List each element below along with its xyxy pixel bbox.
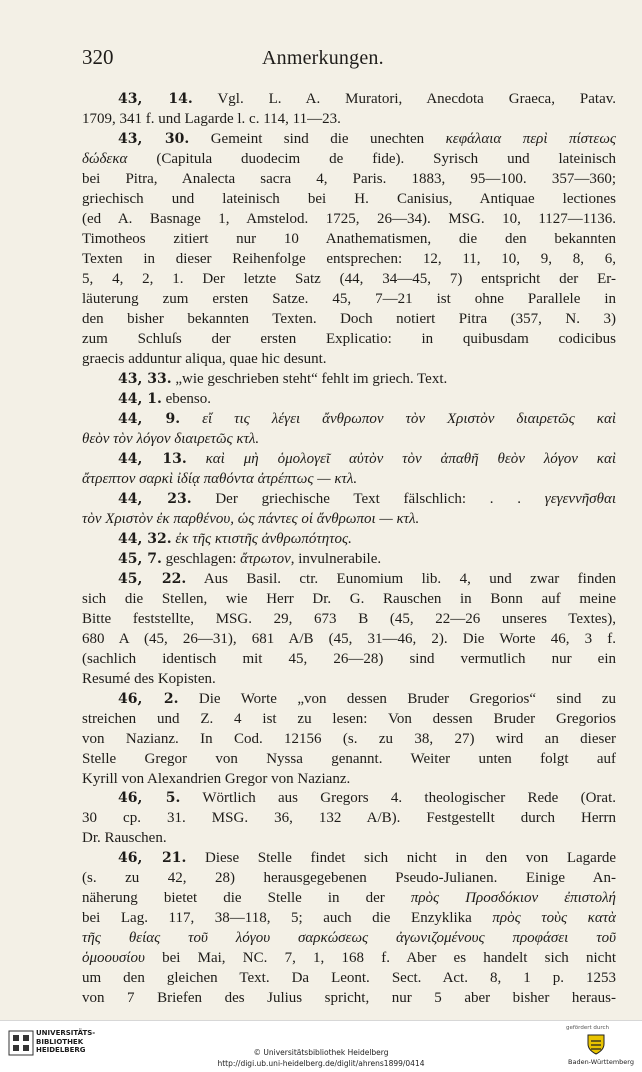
greek-text: καὶ μὴ ὁμολογεῖ αὐτὸν τὸν ἀπαθῆ θεὸν λόγον καὶ [205,450,616,467]
latin-text: Diese Stelle findet sich nicht in den von Lagarde [186,850,616,867]
latin-text: (s. zu 42, 28) herausgegebenen Pseudo-Julianen. Einige An- [82,870,616,887]
text-line [82,909,616,929]
latin-text: läuterung zum ersten Satze. 45, 7—21 ist ohne Parallele in [82,290,616,307]
latin-text [180,411,202,427]
text-line [82,829,616,849]
latin-text: ebenso. [161,390,212,407]
latin-text: (Capitula duodecim de fide). Syrisch und lateinisch [127,150,616,167]
latin-text: Aus Basil. ctr. Eunomium lib. 4, und zwar finden [186,570,616,587]
greek-text: τῆς θείας τοῦ λόγου σαρκώσεως ἀγωνιζομένους προφάσει τοῦ [82,930,616,947]
text-line [82,210,616,230]
text-line [82,570,616,590]
text-line [82,470,616,490]
text-line [82,250,616,270]
latin-text [187,451,206,467]
line-reference: 46, 21. [118,850,187,867]
latin-text: Texten in dieser Reihenfolge entsprechen: 12, 11, 10, 9, 8, 6, [82,250,616,267]
text-line [82,969,616,989]
page-number: 320 [82,45,114,69]
latin-text: Stelle Gregor von Nyssa genannt. Weiter unten folgt auf [82,750,616,767]
latin-text: um den gleichen Text. Da Leont. Sect. Act. 8, 1 p. 1253 [82,970,616,987]
text-line [82,490,616,510]
latin-text: (ed A. Basnage 1, Amstelod. 1725, 26—34). MSG. 10, 1127—1136. [82,210,616,227]
latin-text: 680 A (45, 26—31), 681 A/B (45, 31—46, 2). Die Worte 46, 3 f. [82,630,616,647]
latin-text: sich die Stellen, wie Herr Dr. G. Rauschen in Bonn auf meine [82,590,616,607]
line-reference: 44, 23. [118,490,192,507]
text-line [82,869,616,889]
latin-text: streichen und Z. 4 ist zu lesen: Von dessen Bruder Gregorios [82,710,616,727]
text-line [82,929,616,949]
running-head: Anmerkungen. [262,47,384,69]
latin-text: zum Schluſs der ersten Explicatio: in quibusdam codicibus [82,330,616,347]
greek-text: κεφάλαια περὶ πίστεως [445,130,616,147]
line-reference: 43, 14. [118,91,193,107]
latin-text: Vgl. L. A. Muratori, Anecdota Graeca, Patav. [192,91,616,107]
greek-text: δώδεκα [82,150,128,167]
text-line [82,989,616,1009]
text-line [82,889,616,909]
line-reference: 43, 33. [118,370,172,387]
greek-text: ἄτρεπτον σαρκὶ ἰδίᾳ παθόντα ἀτρέπτως — κτλ. [82,470,358,487]
line-reference: 44, 32. [118,530,172,547]
line-reference: 44, 1. [118,390,162,407]
text-line [82,110,616,130]
text-line [82,610,616,630]
text-line [82,590,616,610]
text-line [82,809,616,829]
latin-text: „wie geschrieben steht“ fehlt im griech. Text. [171,370,448,387]
greek-text: ἐκ τῆς κτιστῆς ἀνθρωπότητος. [175,530,352,547]
greek-text: εἴ τις λέγει ἄνθρωπον τὸν Χριστὸν διαιρετῶς καὶ [202,410,616,427]
funded-by-label: gefördert durch [566,1025,610,1031]
text-line [82,530,616,550]
text-line [82,849,616,869]
permalink[interactable]: http://digi.ub.uni-heidelberg.de/diglit/ahrens1899/0414 [217,1059,425,1068]
line-reference: 44, 13. [118,450,187,467]
text-line [82,650,616,670]
latin-text: Kyrill von Alexandrien Gregor von Nazianz. [82,770,351,787]
latin-text: Dr. Rauschen. [82,830,167,847]
line-reference: 46, 5. [118,790,181,807]
latin-text: graecis adduntur aliqua, quae hic desunt. [82,350,327,367]
copyright-notice: © Universitätsbibliothek Heidelberg [253,1048,389,1057]
line-reference: 43, 30. [118,130,190,147]
digitization-footer [0,1020,642,1072]
text-line [82,270,616,290]
text-line [82,450,616,470]
latin-text: bei Pitra, Analecta sacra 4, Paris. 1883, 95—100. 357—360; [82,170,616,187]
latin-text: von Nazianz. In Cod. 12156 (s. zu 38, 27) wird an dieser [82,730,616,747]
greek-text: θεὸν τὸν λόγον διαιρετῶς κτλ. [82,430,260,447]
text-line [82,750,616,770]
text-line [82,690,616,710]
text-line [82,310,616,330]
text-line [82,170,616,190]
latin-text: 1709, 341 f. und Lagarde l. c. 114, 11—23. [82,111,341,127]
text-line [82,670,616,690]
state-crest-icon [585,1033,607,1055]
latin-text: bei Lag. 117, 38—118, 5; auch die Enzyklika [82,910,493,927]
text-line [82,789,616,809]
text-line [82,730,616,750]
latin-text: griechisch und lateinisch bei H. Canisius, Antiquae lectiones [82,190,616,207]
greek-text: τὸν Χριστὸν ἐκ παρθένου, ὡς πάντες οἱ ἄνθρωποι — κτλ. [82,510,420,527]
latin-text: Gemeint sind die unechten [189,130,446,147]
library-name: UNIVERSITÄTS- BIBLIOTHEK HEIDELBERG [36,1029,96,1054]
greek-text: γεγεννῆσθαι [544,490,616,507]
text-line [82,130,616,150]
text-line [82,290,616,310]
greek-text: πρὸς Προσδόκιον ἐπιστολή [410,890,616,907]
latin-text: den bisher bekannten Texten. Doch notiert Pitra (357, N. 3) [82,310,616,327]
text-line [82,330,616,350]
latin-text: Resumé des Kopisten. [82,670,216,687]
text-line [82,710,616,730]
latin-text: Timotheos zitiert nur 10 Anathematismen, die den bekannten [82,230,616,247]
latin-text: von 7 Briefen des Julius spricht, nur 5 aber bisher heraus- [82,990,616,1007]
latin-text: bei Mai, NC. 7, 1, 168 f. Aber es handelt sich nicht [144,950,616,967]
text-line [82,410,616,430]
funder-name: Baden-Württemberg [568,1058,634,1066]
greek-text: πρὸς τοὺς κατὰ [492,910,616,927]
text-line [82,370,616,390]
text-line [82,630,616,650]
line-reference: 45, 7. [118,550,162,567]
text-line [82,550,616,570]
text-line [82,770,616,790]
latin-text: (sachlich identisch mit 45, 26—28) sind vermutlich nur ein [82,650,616,667]
text-line [82,510,616,530]
text-line [82,150,616,170]
greek-text: ὁμοουσίου [82,950,145,967]
latin-text: 30 cp. 31. MSG. 36, 132 A/B). Festgestellt durch Herrn [82,810,616,827]
text-line [82,949,616,969]
latin-text: 5, 4, 2, 1. Der letzte Satz (44, 34—45, 7) entspricht der Er- [82,270,616,287]
line-reference: 46, 2. [118,690,179,707]
latin-text: näherung bietet die Stelle in der [82,890,411,907]
line-reference: 45, 22. [118,570,187,587]
text-line [82,390,616,410]
text-line [82,230,616,250]
latin-text: geschlagen: [161,550,241,567]
text-line [82,350,616,370]
latin-text: Bitte feststellte, MSG. 29, 673 B (45, 22—26 unseres Textes), [82,610,616,627]
latin-text: Der griechische Text fälschlich: . . [191,490,545,507]
text-line [82,190,616,210]
greek-text: ἄτρωτον [240,550,291,567]
latin-text: Wörtlich aus Gregors 4. theologischer Rede (Orat. [180,790,616,807]
latin-text: Die Worte „von dessen Bruder Gregorios“ sind zu [178,690,616,707]
latin-text: , invulnerabile. [290,550,382,567]
annotation-text [82,90,616,1009]
text-line [82,90,616,110]
line-reference: 44, 9. [118,410,181,427]
text-line [82,430,616,450]
